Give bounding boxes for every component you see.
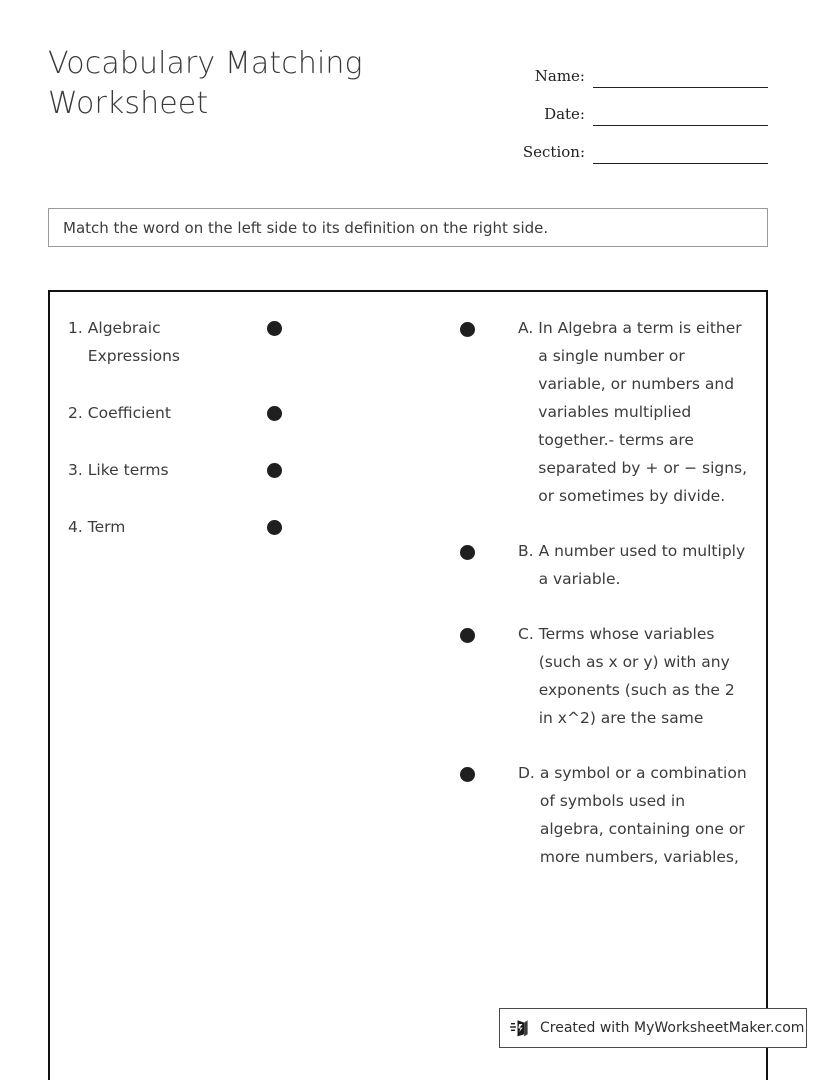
term-number: 3.	[68, 461, 83, 479]
definition-connector-dot-icon[interactable]	[460, 545, 475, 560]
date-field-row	[478, 88, 768, 126]
term-connector-dot-icon[interactable]	[267, 520, 282, 535]
definition-label	[518, 620, 750, 732]
section-field-row	[478, 126, 768, 164]
name-field-label: Name:	[534, 67, 585, 85]
term-row[interactable]	[68, 399, 288, 427]
term-connector-dot-icon[interactable]	[267, 406, 282, 421]
term-number: 1.	[68, 319, 83, 337]
term-word: Term	[87, 518, 126, 536]
instruction-text: Match the word on the left side to its definition on the right side.	[63, 218, 549, 237]
instruction-box	[48, 208, 768, 247]
date-field-label: Date:	[544, 105, 585, 123]
definition-letter: B.	[518, 542, 534, 560]
term-label	[68, 513, 224, 541]
term-label	[68, 399, 224, 427]
date-field-input[interactable]	[593, 105, 768, 126]
term-connector-dot-icon[interactable]	[267, 463, 282, 478]
definition-letter: A.	[518, 319, 534, 337]
page-title: Vocabulary Matching Worksheet	[48, 46, 363, 121]
definition-text: Terms whose variables (such as x or y) with any exponents (such as the 2 in x^2) are the same	[538, 625, 735, 727]
term-number: 2.	[68, 404, 83, 422]
definition-text: A number used to multiply a variable.	[538, 542, 746, 588]
definition-row[interactable]	[460, 537, 755, 593]
term-row[interactable]	[68, 456, 288, 484]
definition-letter: C.	[518, 625, 534, 643]
worksheet-header	[48, 44, 768, 174]
definition-dot-wrap	[460, 537, 518, 560]
term-label	[68, 456, 224, 484]
definition-row[interactable]	[460, 620, 755, 732]
term-word: Like terms	[87, 461, 169, 479]
definition-dot-wrap	[460, 759, 518, 782]
term-label	[68, 314, 224, 370]
name-field-input[interactable]	[593, 67, 768, 88]
term-word: Coefficient	[87, 404, 171, 422]
terms-column	[68, 314, 288, 570]
term-dot-wrap	[224, 456, 288, 478]
name-field-row	[478, 50, 768, 88]
section-field-label: Section:	[522, 143, 585, 161]
term-connector-dot-icon[interactable]	[267, 321, 282, 336]
watermark-badge[interactable]	[499, 1008, 807, 1048]
definition-dot-wrap	[460, 620, 518, 643]
definition-connector-dot-icon[interactable]	[460, 628, 475, 643]
term-dot-wrap	[224, 513, 288, 535]
term-row[interactable]	[68, 513, 288, 541]
term-word: Algebraic Expressions	[87, 319, 181, 365]
term-number: 4.	[68, 518, 83, 536]
definition-label	[518, 759, 750, 871]
watermark-text: Created with MyWorksheetMaker.com	[540, 1020, 805, 1036]
definition-letter: D.	[518, 764, 535, 782]
section-field-input[interactable]	[593, 143, 768, 164]
matching-panel	[48, 290, 768, 1080]
definition-text: a symbol or a combination of symbols used in algebra, containing one or more numbers, variables,	[539, 764, 747, 866]
student-info-fields	[478, 50, 768, 164]
definition-connector-dot-icon[interactable]	[460, 767, 475, 782]
definition-row[interactable]	[460, 314, 755, 510]
definition-label	[518, 314, 750, 510]
term-row[interactable]	[68, 314, 288, 370]
definition-dot-wrap	[460, 314, 518, 337]
definitions-column	[460, 314, 755, 898]
term-dot-wrap	[224, 314, 288, 336]
definition-connector-dot-icon[interactable]	[460, 322, 475, 337]
definition-row[interactable]	[460, 759, 755, 871]
definition-text: In Algebra a term is either a single number or variable, or numbers and variables multiplied together.- terms are separated by + or − signs, or sometimes by divide.	[538, 319, 748, 505]
worksheet-maker-logo-icon	[510, 1017, 532, 1039]
term-dot-wrap	[224, 399, 288, 421]
definition-label	[518, 537, 750, 593]
